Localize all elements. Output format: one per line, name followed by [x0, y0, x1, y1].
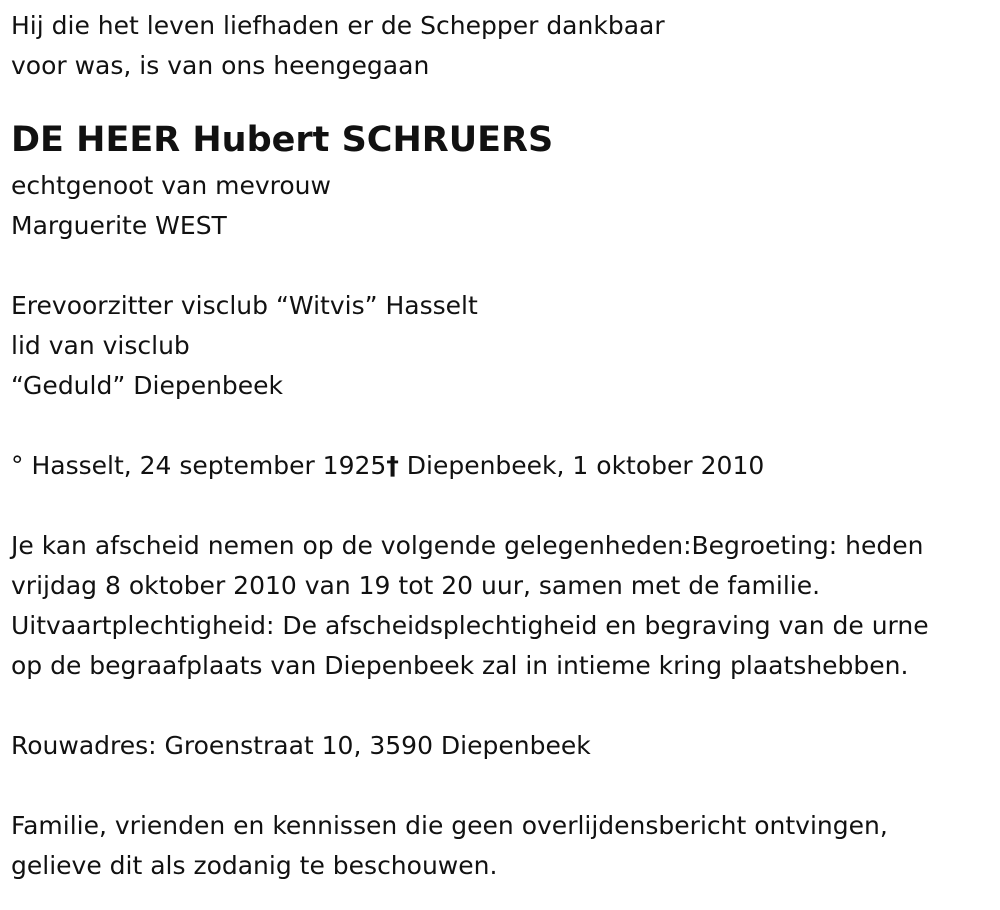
- spacer: [11, 766, 1000, 806]
- dates-line: [11, 446, 1000, 486]
- farewell-line: Je kan afscheid nemen op de volgende gelegenheden:Begroeting: heden: [11, 531, 924, 560]
- spouse-line: Marguerite WEST: [11, 211, 227, 240]
- intro-line: Hij die het leven liefhaden er de Schepper dankbaar: [11, 11, 665, 40]
- spouse-line: echtgenoot van mevrouw: [11, 171, 331, 200]
- farewell-line: vrijdag 8 oktober 2010 van 19 tot 20 uur, samen met de familie.: [11, 571, 821, 600]
- birth-date: ° Hasselt, 24 september 1925: [11, 451, 387, 480]
- cross-icon: †: [386, 451, 399, 480]
- mourning-address: Rouwadres: Groenstraat 10, 3590 Diepenbeek: [11, 731, 591, 760]
- club-line: “Geduld” Diepenbeek: [11, 371, 284, 400]
- death-date: Diepenbeek, 1 oktober 2010: [398, 451, 765, 480]
- closing-line: Familie, vrienden en kennissen die geen overlijdensbericht ontvingen,: [11, 811, 888, 840]
- club-line: Erevoorzitter visclub “Witvis” Hasselt: [11, 291, 478, 320]
- farewell-line: op de begraafplaats van Diepenbeek zal in intieme kring plaatshebben.: [11, 651, 909, 680]
- intro-line: voor was, is van ons heengegaan: [11, 51, 430, 80]
- closing-line: gelieve dit als zodanig te beschouwen.: [11, 851, 498, 880]
- spacer: [11, 246, 1000, 286]
- spacer: [11, 406, 1000, 446]
- deceased-name: DE HEER Hubert SCHRUERS: [11, 120, 554, 160]
- club-line: lid van visclub: [11, 331, 190, 360]
- farewell-line: Uitvaartplechtigheid: De afscheidsplechtigheid en begraving van de urne: [11, 611, 929, 640]
- spacer: [11, 686, 1000, 726]
- spacer: [11, 486, 1000, 526]
